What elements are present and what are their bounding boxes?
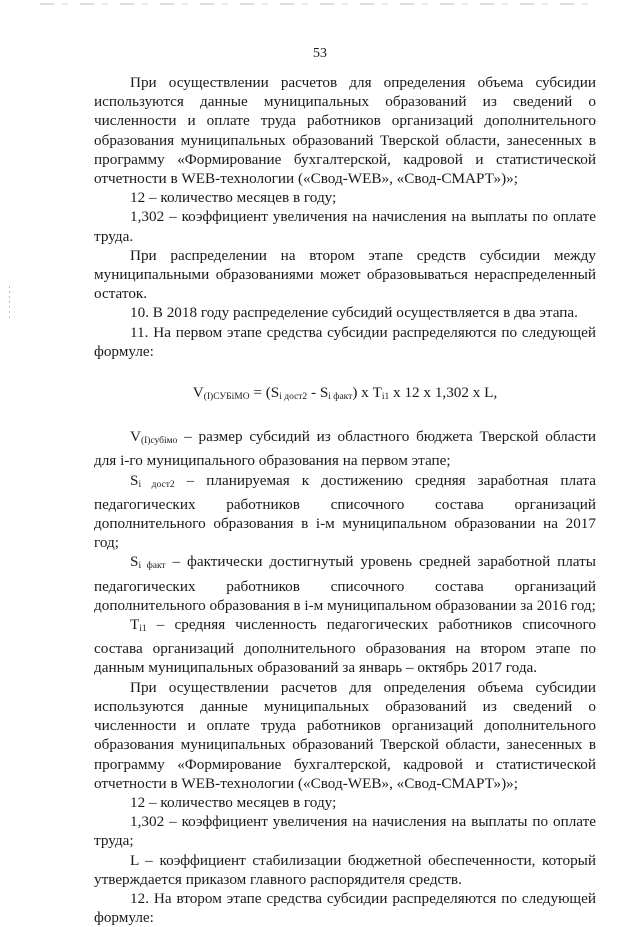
- definition-s-dost: $S_{i дост2}$ – планируемая к достижению средняя заработная плата педагогических работников списочного состава организаций дополнительного образования в i-м муниципальном образовании на 2017 год;: [94, 471, 596, 552]
- paragraph-item-12: 12. На втором этапе средства субсидии распределяются по следующей формуле:: [94, 889, 596, 927]
- paragraph-remainder: При распределении на втором этапе средств субсидии между муниципальными образованиями может образовываться нераспределенный остаток.: [94, 246, 596, 303]
- paragraph-months-2: 12 – количество месяцев в году;: [130, 793, 337, 811]
- paragraph-coefficient-2: 1,302 – коэффициент увеличения на начисления на выплаты по оплате труда;: [94, 813, 596, 850]
- formula-first-stage: $V_{(I)СУБiМО} = (S_{i дост2} - S_{i факт})$ х $T_{i1}$ х 12 х 1,302 х L,: [192, 384, 498, 403]
- definition-v: $V_{(I)субiмо}$ – размер субсидий из областного бюджета Тверской области для i-го муниципального образования на первом этапе;: [94, 428, 596, 470]
- paragraph-l-coefficient: L – коэффициент стабилизации бюджетной обеспеченности, который утверждается приказом главного распорядителя средств.: [94, 851, 596, 888]
- paragraph-item-11: 11. На первом этапе средства субсидии распределяются по следующей формуле:: [94, 323, 596, 360]
- document-body: [94, 73, 596, 927]
- paragraph-calc-sources: При осуществлении расчетов для определения объема субсидии используются данные муниципальных образований из сведений о численности и оплате труда работников организаций дополнительного образования муниципальных образований Тверской области, занесенных в программу «Формирование бухгалтерской, кадровой и статистической отчетности в WEB-технологии («Свод-WEB», «Свод-СМАРТ»)»;: [94, 74, 596, 188]
- paragraph-calc-sources-2: При осуществлении расчетов для определения объема субсидии используются данные муниципальных образований из сведений о численности и оплате труда работников организаций дополнительного образования муниципальных образований Тверской области, занесенных в программу «Формирование бухгалтерской, кадровой и статистической отчетности в WEB-технологии («Свод-WEB», «Свод-СМАРТ»)»;: [94, 678, 596, 792]
- scan-artifact-margin: [9, 286, 10, 320]
- definition-s-fakt: $S_{i факт}$ – фактически достигнутый уровень средней заработной платы педагогических работников списочного состава организаций дополнительного образования в i-м муниципальном образовании за 2016 год;: [94, 553, 596, 614]
- paragraph-coefficient: 1,302 – коэффициент увеличения на начисления на выплаты по оплате труда.: [94, 208, 596, 245]
- scan-artifact-top: [40, 3, 600, 5]
- page-number: 53: [313, 46, 327, 61]
- definition-t: $T_{i1}$ – средняя численность педагогических работников списочного состава организаций дополнительного образования на втором этапе по данным муниципальных образований за январь – октябрь 2017 года.: [94, 616, 596, 677]
- paragraph-item-10: 10. В 2018 году распределение субсидий осуществляется в два этапа.: [130, 304, 578, 322]
- paragraph-months: 12 – количество месяцев в году;: [130, 189, 337, 207]
